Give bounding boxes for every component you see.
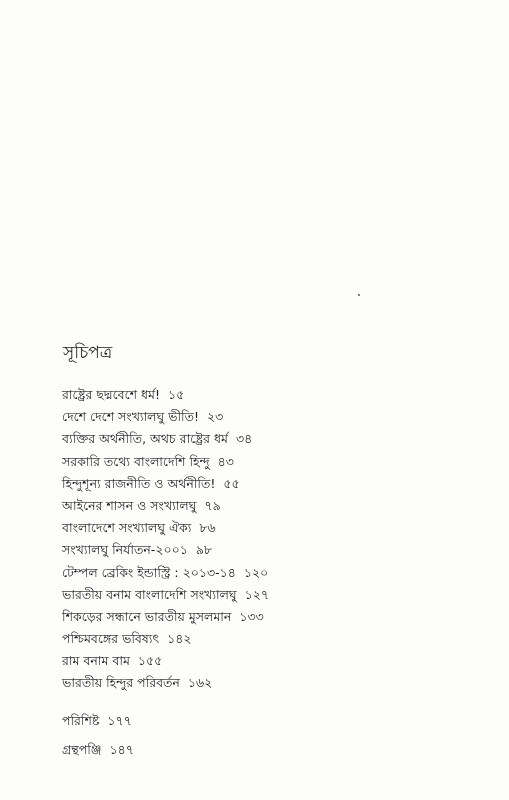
toc-entry	[62, 672, 269, 694]
toc-entry-title: পশ্চিমবঙ্গের ভবিষ্যৎ	[62, 631, 160, 647]
toc-entry-title: রাষ্ট্রের ছদ্মবেশে ধর্ম!	[62, 387, 160, 402]
toc-appendix-entry	[62, 711, 132, 731]
toc-entry	[62, 562, 269, 584]
toc-entry-page: ১২৭	[244, 586, 270, 602]
toc-entry	[62, 495, 269, 517]
toc-entry-page: ৭৯	[204, 497, 221, 513]
toc-entry-page: ১৩৩	[239, 608, 264, 624]
toc-entry	[62, 628, 269, 650]
toc-entry-title: হিন্দুশূন্য রাজনীতি ও অর্থনীতি!	[62, 475, 216, 491]
toc-entry-title: আইনের শাসন ও সংখ্যালঘু	[62, 497, 197, 513]
toc-entry-title: রাম বনাম বাম	[62, 653, 130, 669]
toc-entry-page: ৮৬	[199, 520, 216, 536]
toc-entry	[62, 473, 269, 495]
toc-entry	[62, 606, 269, 628]
toc-entry-page: ১৪৭	[109, 742, 134, 757]
toc-entry-title: সংখ্যালঘু নির্যাতন-২০০১	[62, 542, 188, 558]
toc-entry-page: ৩৪	[235, 431, 253, 447]
toc-entry-title: শিকড়ের সন্ধানে ভারতীয় মুসলমান	[62, 608, 232, 624]
toc-heading: সূচিপত্র	[63, 343, 113, 363]
paper-speck	[358, 294, 360, 296]
toc-entry-title: দেশে দেশে সংখ্যালঘু ভীতি!	[62, 409, 200, 425]
toc-entry-title: ভারতীয় হিন্দুর পরিবর্তন	[62, 675, 180, 691]
toc-entry-title: ভারতীয় বনাম বাংলাদেশি সংখ্যালঘু	[62, 586, 237, 602]
toc-entry-page: ১৭৭	[107, 713, 132, 728]
toc-entry	[62, 428, 269, 450]
toc-entry-page: ৪৩	[217, 453, 234, 469]
toc-entry	[62, 451, 269, 473]
toc-entry-page: ১৬২	[187, 675, 213, 691]
toc-entry-page: ১৫৫	[137, 653, 163, 669]
toc-bibliography-entry	[62, 740, 134, 760]
toc-entry-page: ২৩	[207, 409, 224, 425]
toc-entry-title: গ্রন্থপঞ্জি	[62, 742, 102, 757]
toc-entry	[62, 650, 269, 672]
toc-entry	[62, 406, 269, 428]
toc-entry-page: ১২০	[243, 564, 269, 580]
toc-entry	[62, 384, 269, 406]
toc-entry-title: পরিশিষ্ট	[62, 713, 100, 728]
toc-entry	[62, 584, 269, 606]
toc-entry-page: ১৪২	[167, 631, 192, 647]
toc-entry-title: সরকারি তথ্যে বাংলাদেশি হিন্দু	[62, 453, 210, 469]
toc-entry-title: বাংলাদেশে সংখ্যালঘু ঐক্য	[62, 520, 192, 536]
toc-entry-title: ব্যক্তির অর্থনীতি, অথচ রাষ্ট্রের ধর্ম	[62, 431, 228, 447]
toc-entry-page: ৫৫	[223, 475, 240, 491]
toc-entry	[62, 517, 269, 539]
toc-entry-page: ৯৮	[195, 542, 213, 558]
toc-entry-title: টেম্পল ব্রেকিং ইন্ডাস্ট্রি : ২০১৩-১৪	[62, 564, 236, 580]
toc-entry	[62, 539, 269, 561]
toc-list	[62, 384, 269, 695]
toc-entry-page: ১৫	[167, 387, 185, 402]
